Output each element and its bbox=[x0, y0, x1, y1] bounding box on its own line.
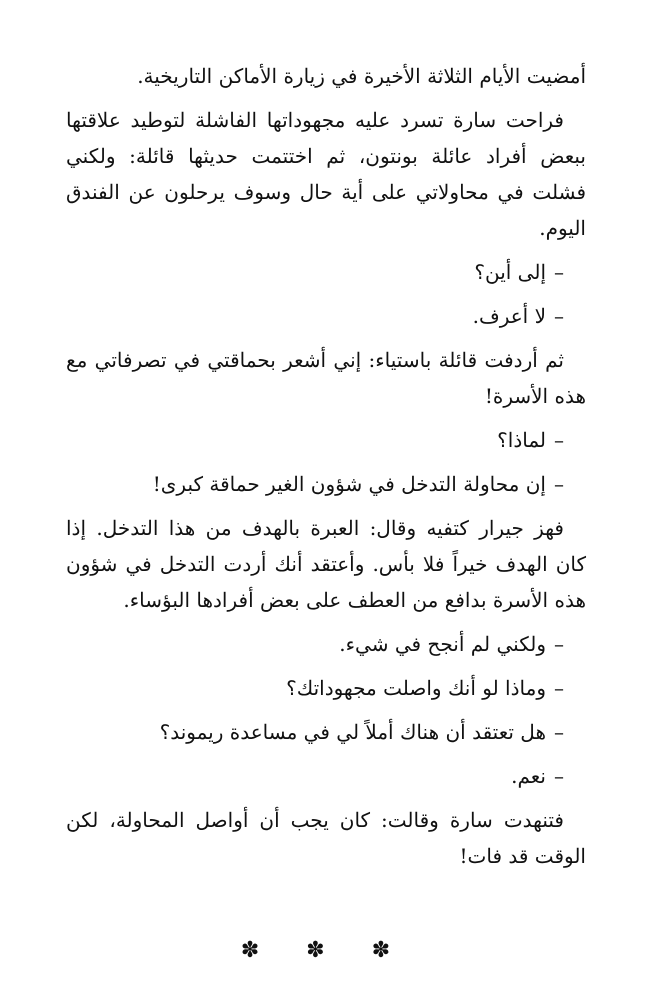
dialogue-line bbox=[66, 466, 586, 502]
dialogue-text: لماذا؟ bbox=[497, 428, 546, 452]
dialogue-line bbox=[66, 758, 586, 794]
dialogue-line bbox=[66, 254, 586, 290]
page-body bbox=[66, 58, 586, 882]
dialogue-line bbox=[66, 298, 586, 334]
dialogue-text: نعم. bbox=[511, 764, 546, 788]
section-separator: ✽ ✽ ✽ bbox=[240, 938, 411, 963]
dialogue-text: إن محاولة التدخل في شؤون الغير حماقة كبرى! bbox=[152, 472, 546, 496]
paragraph: فتنهدت سارة وقالت: كان يجب أن أواصل المحاولة، لكن الوقت قد فات! bbox=[66, 808, 586, 868]
paragraph: ثم أردفت قائلة باستياء: إني أشعر بحماقتي في تصرفاتي مع هذه الأسرة! bbox=[66, 348, 586, 408]
dialogue-text: وماذا لو أنك واصلت مجهوداتك؟ bbox=[286, 676, 546, 700]
dialogue-dash: – bbox=[554, 472, 564, 496]
dialogue-line bbox=[66, 670, 586, 706]
dialogue-dash: – bbox=[554, 676, 564, 700]
dialogue-dash: – bbox=[554, 632, 564, 656]
paragraph: فهز جيرار كتفيه وقال: العبرة بالهدف من هذا التدخل. إذا كان الهدف خيراً فلا بأس. وأعتقد أنك أردت التدخل في شؤون هذه الأسرة بدافع من العطف على بعض أفرادها البؤساء. bbox=[66, 516, 586, 612]
dialogue-text: إلى أين؟ bbox=[474, 260, 546, 284]
paragraph: أمضيت الأيام الثلاثة الأخيرة في زيارة الأماكن التاريخية. bbox=[137, 64, 586, 88]
dialogue-dash: – bbox=[554, 428, 564, 452]
dialogue-text: ولكني لم أنجح في شيء. bbox=[339, 632, 546, 656]
paragraph: فراحت سارة تسرد عليه مجهوداتها الفاشلة لتوطيد علاقتها ببعض أفراد عائلة بونتون، ثم اختتمت حديثها قائلة: ولكني فشلت في محاولاتي على أية حال وسوف يرحلون عن الفندق اليوم. bbox=[66, 108, 586, 240]
dialogue-line bbox=[66, 714, 586, 750]
dialogue-line bbox=[66, 626, 586, 662]
dialogue-dash: – bbox=[554, 720, 564, 744]
dialogue-text: لا أعرف. bbox=[472, 304, 546, 328]
dialogue-text: هل تعتقد أن هناك أملاً لي في مساعدة ريموند؟ bbox=[159, 720, 546, 744]
dialogue-dash: – bbox=[554, 304, 564, 328]
dialogue-dash: – bbox=[554, 260, 564, 284]
dialogue-line bbox=[66, 422, 586, 458]
dialogue-dash: – bbox=[554, 764, 564, 788]
